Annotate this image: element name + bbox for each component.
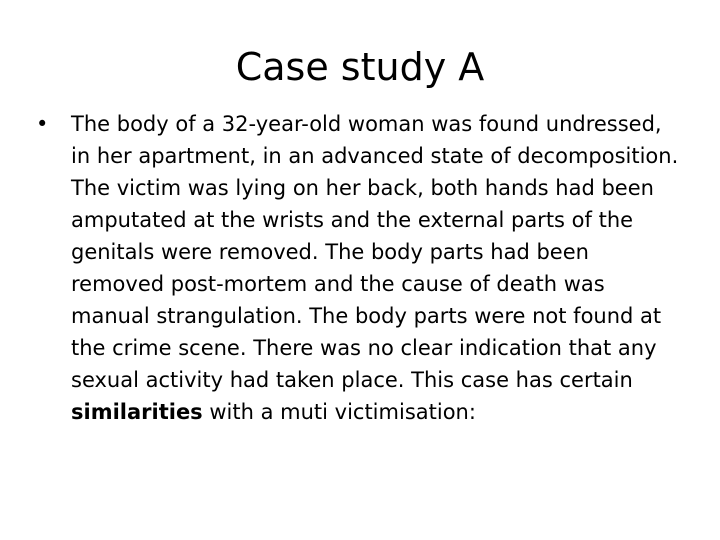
bullet-bold-word: similarities xyxy=(71,400,203,424)
bullet-text xyxy=(71,112,678,424)
bullet-text-part-2: with a muti victimisation: xyxy=(202,400,476,424)
slide-body xyxy=(36,108,686,428)
slide-title: Case study A xyxy=(235,45,485,89)
bullet-icon: • xyxy=(36,112,49,136)
bullet-item xyxy=(36,108,686,428)
bullet-text-part-1: The body of a 32-year-old woman was found undressed, in her apartment, in an advanced state of decomposition. The victim was lying on her back, both hands had been amputated at the wrists and the external parts of the genitals were removed. The body parts had been removed post-mortem and the cause of death was manual strangulation. The body parts were not found at the crime scene. There was no clear indication that any sexual activity had taken place. This case has certain xyxy=(71,112,679,392)
